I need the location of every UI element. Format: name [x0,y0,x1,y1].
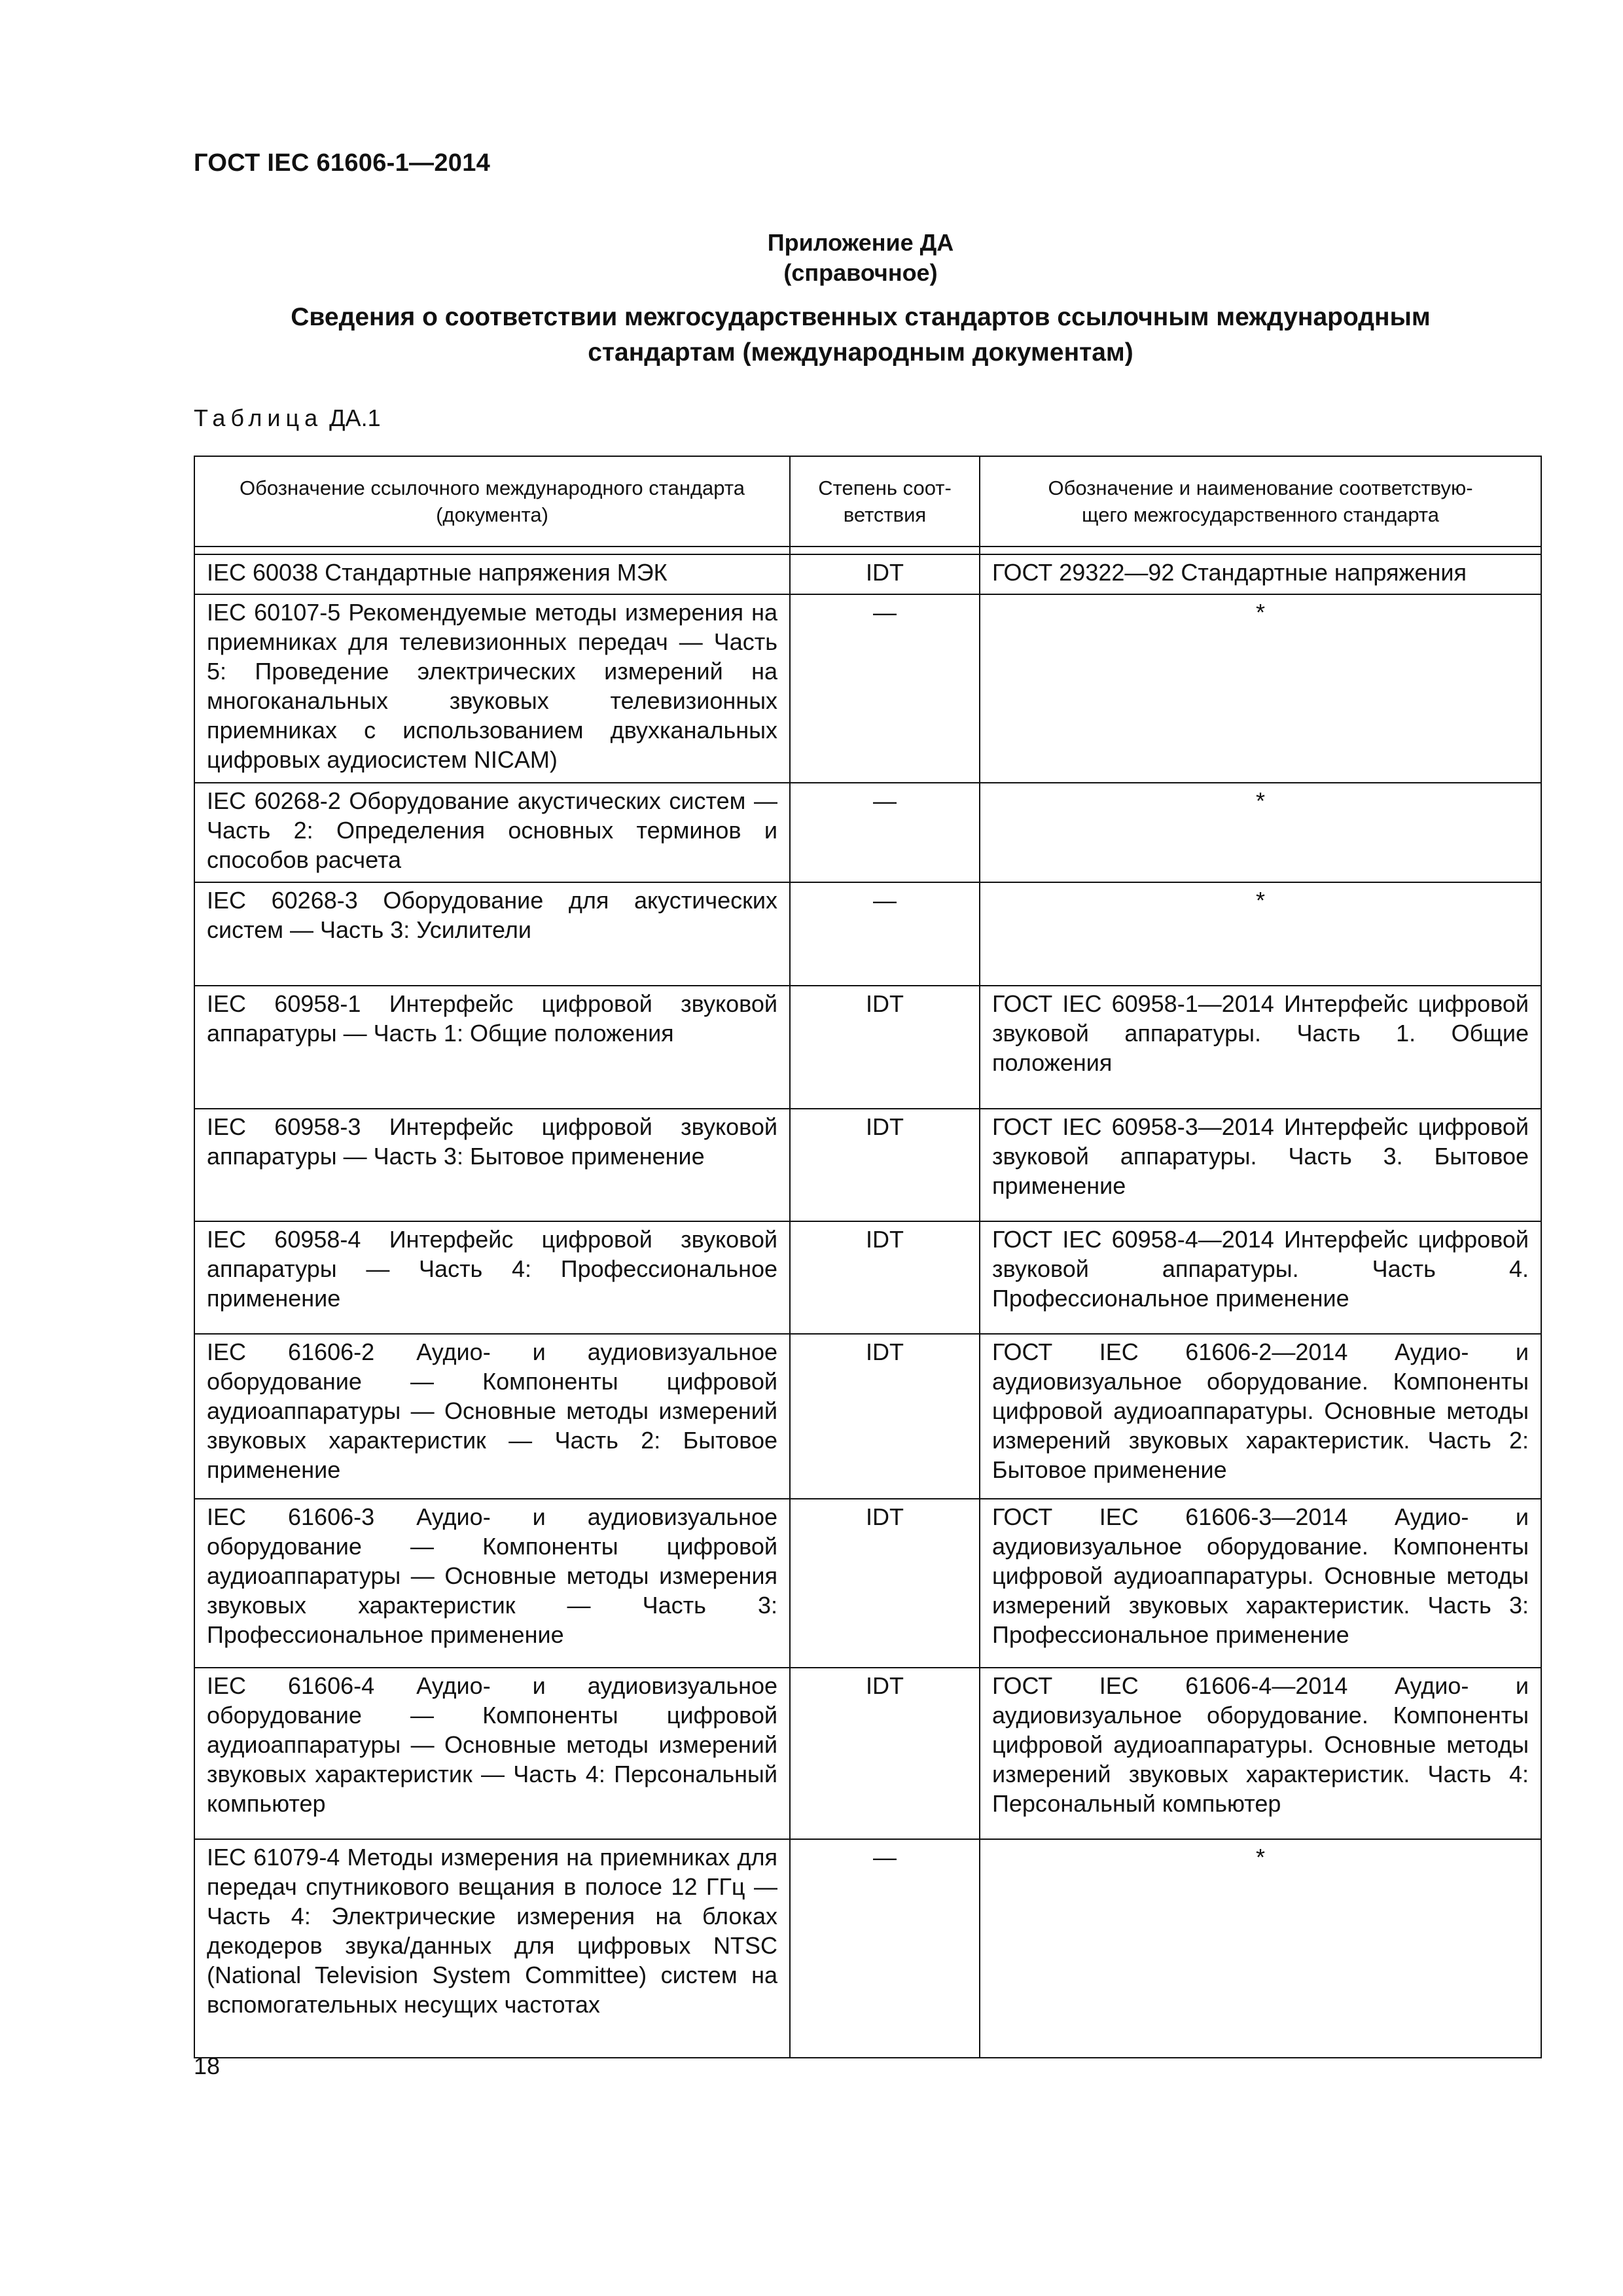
degree-cell: IDT [790,986,980,1109]
table-row [194,1839,1541,2058]
reference-standard-cell: IEC 61606-4 Аудио- и аудиовизуальное оборудование — Компоненты цифровой аудиоаппаратуры — Основные методы измерений звуковых характеристик — Часть 4: Персональный компьютер [194,1668,790,1839]
table-row [194,594,1541,783]
reference-standard-cell: IEC 61606-3 Аудио- и аудиовизуальное оборудование — Компоненты цифровой аудиоаппаратуры — Основные методы измерения звуковых характеристик — Часть 3: Профессиональное применение [194,1499,790,1668]
table-row [194,986,1541,1109]
interstate-standard-cell: ГОСТ IEC 60958-3—2014 Интерфейс цифровой звуковой аппаратуры. Часть 3. Бытовое применение [980,1109,1541,1221]
interstate-standard-cell: ГОСТ IEC 61606-3—2014 Аудио- и аудиовизуальное оборудование. Компоненты цифровой аудиоаппаратуры. Основные методы измерений звуковых характеристик. Часть 3: Профессиональное применение [980,1499,1541,1668]
interstate-standard-cell: * [980,594,1541,783]
table-row [194,1334,1541,1499]
appendix-title [223,300,1499,370]
reference-standard-cell: IEC 61606-2 Аудио- и аудиовизуальное оборудование — Компоненты цифровой аудиоаппаратуры — Основные методы измерений звуковых характеристик — Часть 2: Бытовое применение [194,1334,790,1499]
header-separator [194,547,1541,554]
appendix-type: (справочное) [783,259,938,286]
appendix-title-line-2: стандартам (международным документам) [588,338,1133,367]
header-degree: Степень соот- ветствия [790,456,980,547]
degree-cell: — [790,882,980,986]
reference-standard-cell: IEC 60268-3 Оборудование для акустических систем — Часть 3: Усилители [194,882,790,986]
appendix-label: Приложение ДА [767,229,954,256]
page-number: 18 [194,2053,221,2079]
interstate-standard-cell: ГОСТ IEC 60958-1—2014 Интерфейс цифровой звуковой аппаратуры. Часть 1. Общие положения [980,986,1541,1109]
degree-cell: — [790,783,980,882]
degree-cell: IDT [790,554,980,594]
standards-table [194,456,1542,2058]
table-caption-number: ДА.1 [329,404,381,431]
table-row [194,882,1541,986]
interstate-standard-cell: * [980,1839,1541,2058]
interstate-standard-cell: ГОСТ IEC 61606-4—2014 Аудио- и аудиовизуальное оборудование. Компоненты цифровой аудиоаппаратуры. Основные методы измерений звуковых характеристик. Часть 4: Персональный компьютер [980,1668,1541,1839]
interstate-standard-cell: ГОСТ 29322—92 Стандартные напряжения [980,554,1541,594]
table-row [194,783,1541,882]
reference-standard-cell: IEC 60107-5 Рекомендуемые методы измерения на приемниках для телевизионных передач — Часть 5: Проведение электрических измерений на многоканальных звуковых телевизионных приемниках с использованием двухканальных цифровых аудиосистем NICAM) [194,594,790,783]
degree-cell: IDT [790,1221,980,1334]
table-caption [194,404,381,432]
table-row [194,554,1541,594]
document-code: ГОСТ IEC 61606-1—2014 [194,149,491,177]
degree-cell: IDT [790,1499,980,1668]
interstate-standard-cell: ГОСТ IEC 61606-2—2014 Аудио- и аудиовизуальное оборудование. Компоненты цифровой аудиоаппаратуры. Основные методы измерений звуковых характеристик. Часть 2: Бытовое применение [980,1334,1541,1499]
appendix-title-line-1: Сведения о соответствии межгосударственных стандартов ссылочным международным [291,303,1431,331]
header-reference-standard: Обозначение ссылочного международного стандарта (документа) [194,456,790,547]
reference-standard-cell: IEC 60958-3 Интерфейс цифровой звуковой аппаратуры — Часть 3: Бытовое применение [194,1109,790,1221]
table-row [194,1221,1541,1334]
degree-cell: — [790,594,980,783]
interstate-standard-cell: * [980,882,1541,986]
reference-standard-cell: IEC 60038 Стандартные напряжения МЭК [194,554,790,594]
table-row [194,1668,1541,1839]
header-interstate-standard: Обозначение и наименование соответствую- щего межгосударственного стандарта [980,456,1541,547]
table-caption-prefix: Таблица [194,404,323,431]
degree-cell: — [790,1839,980,2058]
interstate-standard-cell: ГОСТ IEC 60958-4—2014 Интерфейс цифровой звуковой аппаратуры. Часть 4. Профессиональное применение [980,1221,1541,1334]
degree-cell: IDT [790,1668,980,1839]
table-header-row [194,456,1541,547]
interstate-standard-cell: * [980,783,1541,882]
degree-cell: IDT [790,1334,980,1499]
degree-cell: IDT [790,1109,980,1221]
reference-standard-cell: IEC 60268-2 Оборудование акустических систем — Часть 2: Определения основных терминов и способов расчета [194,783,790,882]
table-row [194,1499,1541,1668]
table-row [194,1109,1541,1221]
reference-standard-cell: IEC 60958-1 Интерфейс цифровой звуковой аппаратуры — Часть 1: Общие положения [194,986,790,1109]
reference-standard-cell: IEC 60958-4 Интерфейс цифровой звуковой аппаратуры — Часть 4: Профессиональное применение [194,1221,790,1334]
appendix-heading [0,228,1623,288]
reference-standard-cell: IEC 61079-4 Методы измерения на приемниках для передач спутникового вещания в полосе 12 ГГц — Часть 4: Электрические измерения на блоках декодеров звука/данных для цифровых NTSC (National Television System Committee) систем на вспомогательных несущих частотах [194,1839,790,2058]
